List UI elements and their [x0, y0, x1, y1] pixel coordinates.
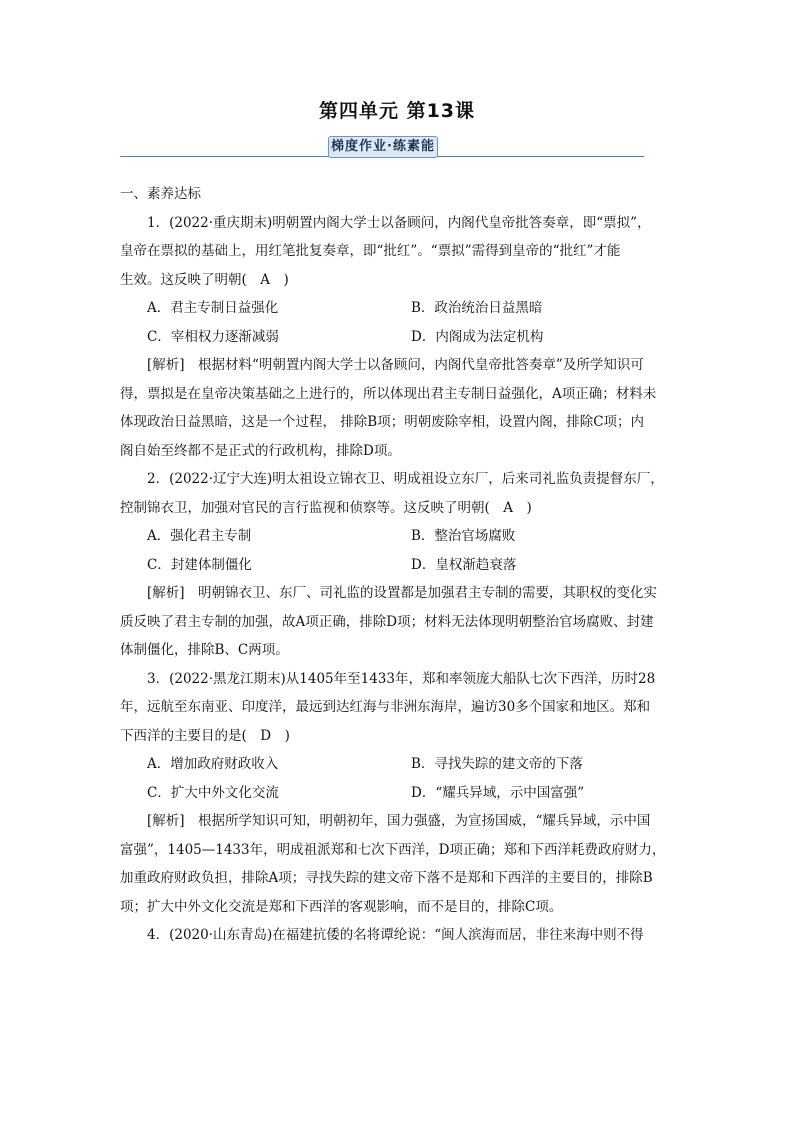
question-line: 2．(2022·辽宁大连)明太祖设立锦衣卫、明成祖设立东厂，后来司礼监负责提督东厂，	[147, 471, 664, 487]
question-line: 皇帝在票拟的基础上，用红笔批复奏章，即“批红”。“票拟”需得到皇帝的“批红”才能	[120, 243, 621, 259]
option-d: D．皇权渐趋衰落	[411, 556, 517, 573]
question-2	[120, 465, 664, 665]
question-line: 控制锦衣卫，加强对官民的言行监视和侦察等。这反映了明朝( A )	[120, 499, 532, 516]
option-a: A．君主专制日益强化	[147, 300, 279, 316]
option-d: D．“耀兵异域，示中国富强”	[411, 784, 585, 801]
analysis-line: [解析] 明朝锦衣卫、东厂、司礼监的设置都是加强君主专制的需要，其职权的变化实	[147, 585, 658, 601]
analysis-line: [解析] 根据所学知识可知，明朝初年，国力强盛，为宣扬国威，“耀兵异域，示中国	[147, 813, 651, 829]
question-line: 生效。这反映了明朝( A )	[120, 271, 289, 288]
option-b: B．寻找失踪的建文帝的下落	[411, 756, 583, 772]
question-line: 下西洋的主要目的是( D )	[120, 727, 290, 744]
option-row	[120, 294, 656, 323]
analysis-line: 质反映了君主专制的加强，故A项正确，排除D项；材料无法体现明朝整治官场腐败、封建	[120, 613, 654, 630]
option-c: C．宰相权力逐渐减弱	[147, 328, 279, 345]
analysis-line: 富强”，1405—1433年，明成祖派郑和七次下西洋，D项正确；郑和下西洋耗费政府财力，	[120, 841, 666, 858]
option-c: C．扩大中外文化交流	[147, 784, 279, 801]
analysis-line: [解析] 根据材料“明朝置内阁大学士以备顾问，内阁代皇帝批答奏章”及所学知识可	[147, 357, 644, 373]
analysis-line: 得，票拟是在皇帝决策基础之上进行的，所以体现出君主专制日益强化，A项正确；材料未	[120, 385, 657, 402]
option-b: B．整治官场腐败	[411, 528, 516, 544]
question-line: 1．(2022·重庆期末)明朝置内阁大学士以备顾问，内阁代皇帝批答奏章，即“票拟”，	[147, 214, 651, 231]
option-row	[120, 323, 656, 352]
content-body	[120, 180, 666, 950]
option-row	[120, 551, 656, 580]
section-banner	[120, 136, 644, 162]
option-a: A．增加政府财政收入	[147, 756, 279, 772]
option-d: D．内阁成为法定机构	[411, 328, 544, 345]
option-b: B．政治统治日益黑暗	[411, 300, 543, 316]
question-line: 4．(2020·山东青岛)在福建抗倭的名将谭纶说：“闽人滨海而居，非往来海中则不得	[147, 927, 644, 943]
option-row	[120, 522, 656, 551]
question-1	[120, 209, 656, 466]
analysis-line: 阁自始至终都不是正式的行政机构，排除D项。	[120, 442, 401, 459]
analysis-line: 体现政治日益黑暗，这是一个过程， 排除B项；明朝废除宰相，设置内阁，排除C项；内	[120, 414, 645, 430]
page-title: 第四单元 第13课	[318, 100, 476, 122]
option-a: A．强化君主专制	[147, 528, 252, 544]
option-c: C．封建体制僵化	[147, 556, 252, 573]
section-heading: 一、素养达标	[120, 186, 201, 202]
analysis-line: 项；扩大中外文化交流是郑和下西洋的客观影响，而不是目的，排除C项。	[120, 898, 563, 915]
analysis-line: 体制僵化，排除B、C两项。	[120, 642, 289, 658]
option-row	[120, 750, 656, 779]
question-3	[120, 665, 666, 922]
banner-label: 梯度作业·练素能	[328, 136, 438, 158]
analysis-line: 加重政府财政负担，排除A项；寻找失踪的建文帝下落不是郑和下西洋的主要目的，排除B	[120, 870, 653, 886]
option-row	[120, 779, 656, 808]
question-line: 3．(2022·黑龙江期末)从1405年至1433年，郑和率领庞大船队七次下西洋，历时28	[147, 670, 656, 687]
question-4	[120, 921, 656, 950]
question-line: 年，远航至东南亚、印度洋，最远到达红海与非洲东海岸，遍访30多个国家和地区。郑和	[120, 699, 651, 715]
